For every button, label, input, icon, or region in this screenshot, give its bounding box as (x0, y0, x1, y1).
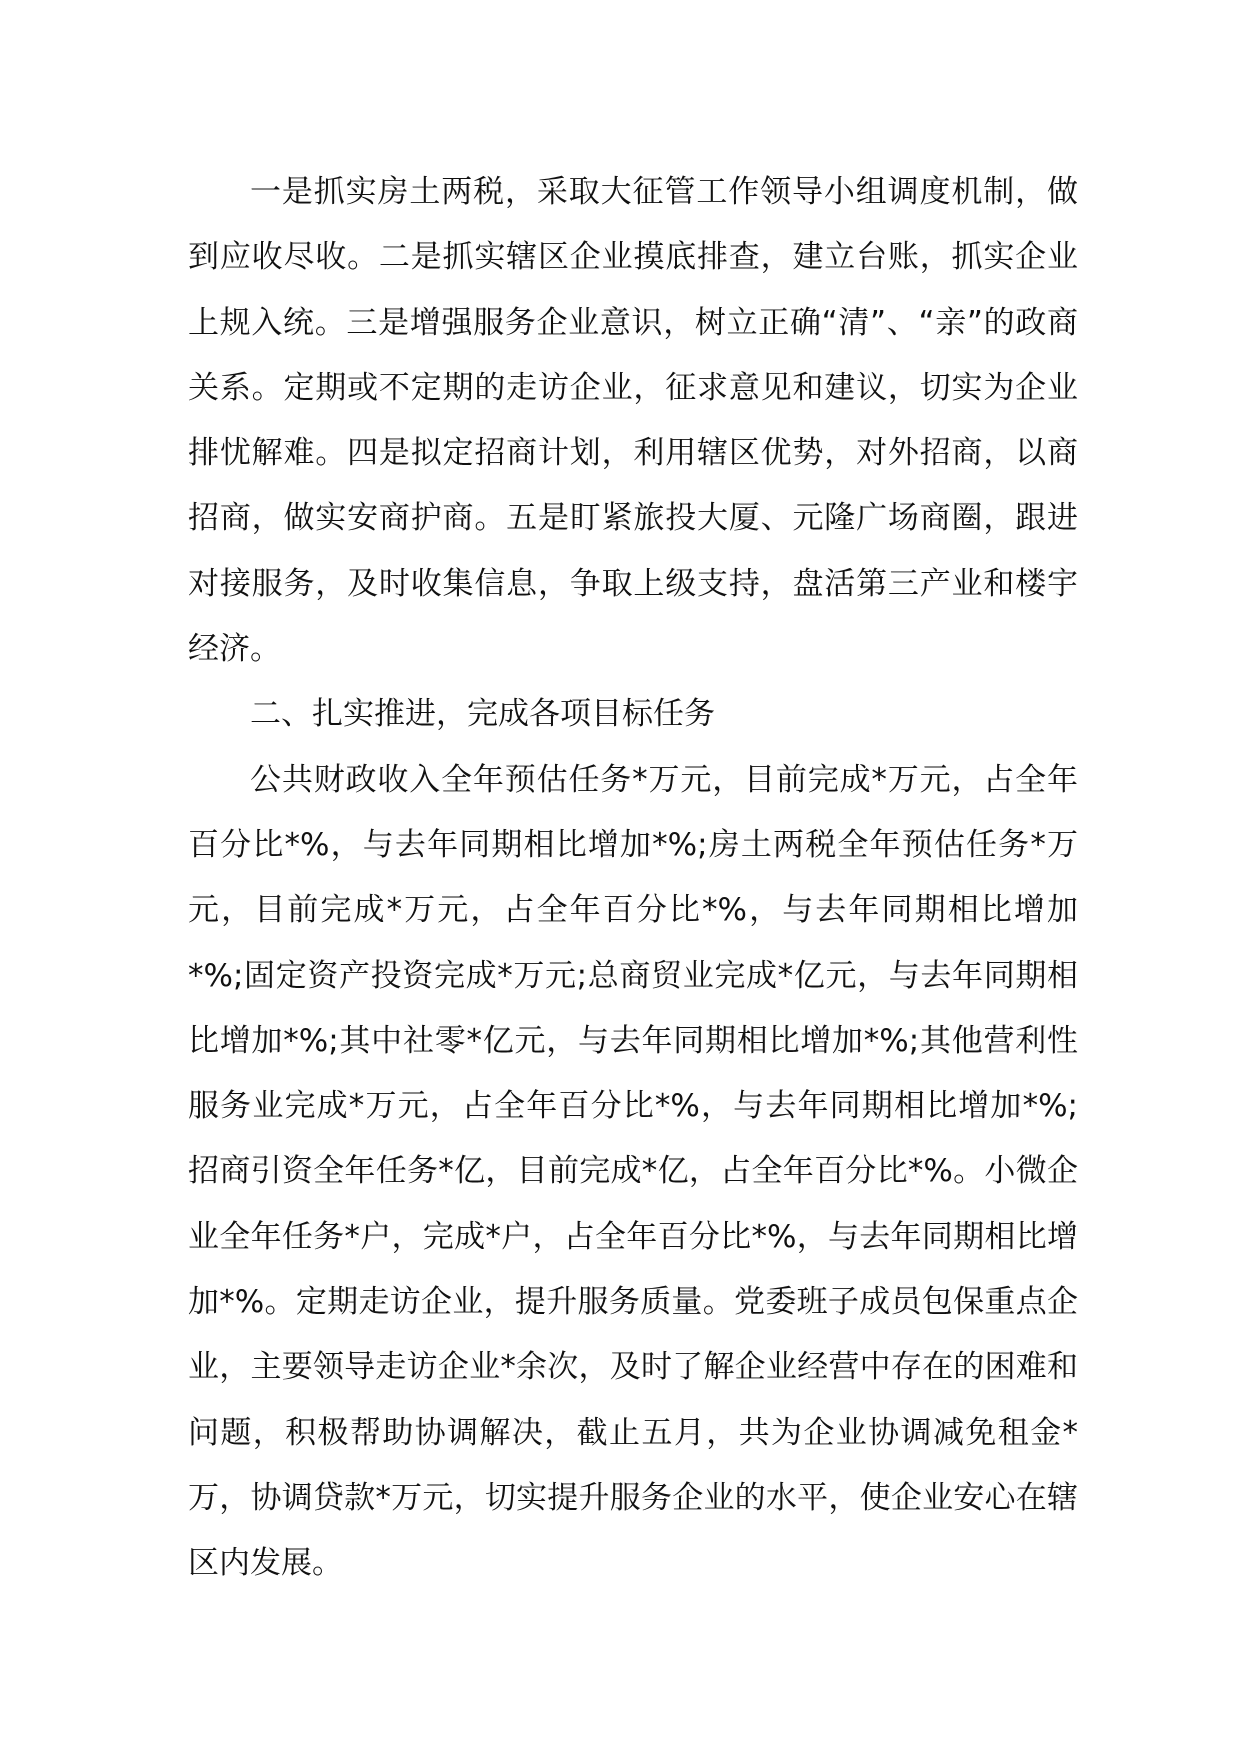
document-body (188, 160, 1078, 1597)
paragraph-targets-progress: 公共财政收入全年预估任务*万元，目前完成*万元，占全年百分比*%，与去年同期相比增加*%;房土两税全年预估任务*万元，目前完成*万元，占全年百分比*%，与去年同期相比增加*%;固定资产投资完成*万元;总商贸业完成*亿元，与去年同期相比增加*%;其中社零*亿元，与去年同期相比增加*%;其他营利性服务业完成*万元，占全年百分比*%，与去年同期相比增加*%;招商引资全年任务*亿，目前完成*亿，占全年百分比*%。小微企业全年任务*户，完成*户，占全年百分比*%，与去年同期相比增加*%。定期走访企业，提升服务质量。党委班子成员包保重点企业，主要领导走访企业*余次，及时了解企业经营中存在的困难和问题，积极帮助协调解决，截止五月，共为企业协调减免租金*万，协调贷款*万元，切实提升服务企业的水平，使企业安心在辖区内发展。 (188, 761, 1079, 1582)
section-heading-targets: 二、扎实推进，完成各项目标任务 (250, 696, 715, 733)
paragraph-tax-measures: 一是抓实房土两税，采取大征管工作领导小组调度机制，做到应收尽收。二是抓实辖区企业摸底排查，建立台账，抓实企业上规入统。三是增强服务企业意识，树立正确“清”、“亲”的政商关系。定期或不定期的走访企业，征求意见和建议，切实为企业排忧解难。四是拟定招商计划，利用辖区优势，对外招商，以商招商，做实安商护商。五是盯紧旅投大厦、元隆广场商圈，跟进对接服务，及时收集信息，争取上级支持，盘活第三产业和楼宇经济。 (188, 174, 1078, 668)
